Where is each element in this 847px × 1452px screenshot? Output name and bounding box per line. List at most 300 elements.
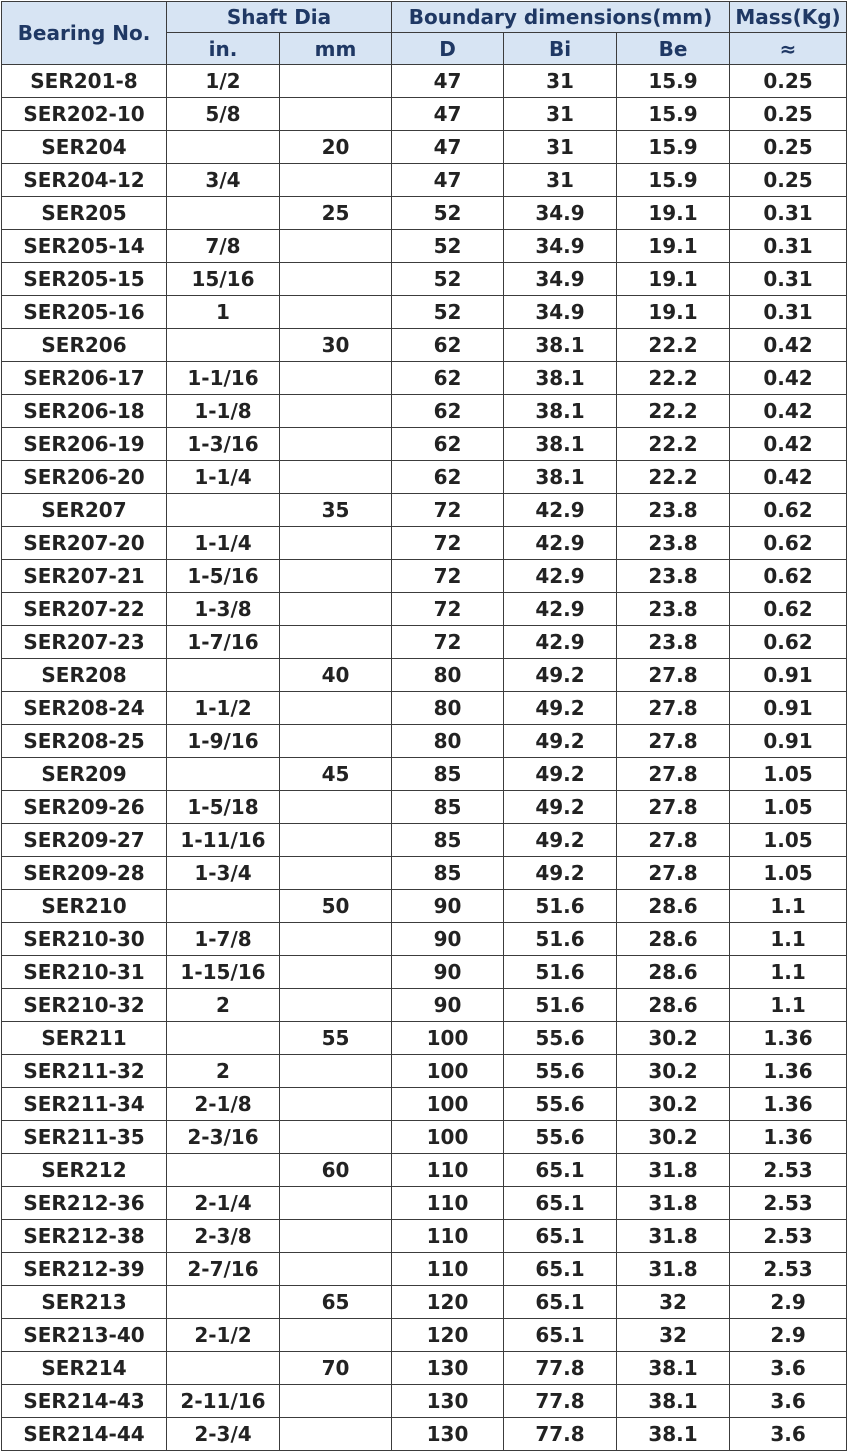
cell-mass: 0.62 bbox=[730, 626, 847, 659]
cell-bi: 65.1 bbox=[504, 1253, 617, 1286]
table-row bbox=[2, 890, 847, 923]
cell-shaft-mm bbox=[280, 1418, 392, 1451]
cell-d: 85 bbox=[392, 824, 504, 857]
cell-shaft-in bbox=[167, 659, 280, 692]
cell-be: 27.8 bbox=[617, 659, 730, 692]
cell-be: 15.9 bbox=[617, 65, 730, 98]
cell-d: 120 bbox=[392, 1286, 504, 1319]
cell-bearing-no: SER209 bbox=[2, 758, 167, 791]
cell-mass: 1.36 bbox=[730, 1055, 847, 1088]
cell-d: 62 bbox=[392, 329, 504, 362]
cell-be: 22.2 bbox=[617, 395, 730, 428]
cell-bi: 51.6 bbox=[504, 956, 617, 989]
table-header bbox=[2, 2, 847, 65]
cell-shaft-in: 2-11/16 bbox=[167, 1385, 280, 1418]
cell-be: 23.8 bbox=[617, 560, 730, 593]
cell-bi: 34.9 bbox=[504, 296, 617, 329]
cell-bi: 42.9 bbox=[504, 494, 617, 527]
bearing-spec-table bbox=[1, 1, 847, 1451]
cell-bearing-no: SER206 bbox=[2, 329, 167, 362]
cell-d: 52 bbox=[392, 263, 504, 296]
cell-shaft-in: 1-1/16 bbox=[167, 362, 280, 395]
cell-be: 27.8 bbox=[617, 692, 730, 725]
cell-bearing-no: SER205 bbox=[2, 197, 167, 230]
cell-d: 90 bbox=[392, 923, 504, 956]
cell-bi: 42.9 bbox=[504, 560, 617, 593]
cell-mass: 1.1 bbox=[730, 923, 847, 956]
table-row bbox=[2, 1154, 847, 1187]
cell-shaft-mm bbox=[280, 1220, 392, 1253]
cell-bi: 38.1 bbox=[504, 362, 617, 395]
cell-shaft-mm: 30 bbox=[280, 329, 392, 362]
cell-shaft-in: 15/16 bbox=[167, 263, 280, 296]
cell-shaft-mm bbox=[280, 527, 392, 560]
table-row bbox=[2, 791, 847, 824]
table-row bbox=[2, 197, 847, 230]
cell-shaft-in: 1-1/4 bbox=[167, 461, 280, 494]
cell-d: 47 bbox=[392, 65, 504, 98]
cell-be: 19.1 bbox=[617, 197, 730, 230]
cell-bearing-no: SER212-38 bbox=[2, 1220, 167, 1253]
cell-shaft-in bbox=[167, 1154, 280, 1187]
table-row bbox=[2, 758, 847, 791]
cell-d: 90 bbox=[392, 989, 504, 1022]
cell-be: 30.2 bbox=[617, 1055, 730, 1088]
cell-d: 85 bbox=[392, 791, 504, 824]
cell-mass: 1.1 bbox=[730, 890, 847, 923]
cell-be: 22.2 bbox=[617, 461, 730, 494]
cell-bearing-no: SER205-14 bbox=[2, 230, 167, 263]
table-row bbox=[2, 263, 847, 296]
cell-bearing-no: SER210-30 bbox=[2, 923, 167, 956]
cell-bi: 65.1 bbox=[504, 1319, 617, 1352]
cell-d: 52 bbox=[392, 197, 504, 230]
cell-shaft-in: 1-5/16 bbox=[167, 560, 280, 593]
cell-bearing-no: SER205-15 bbox=[2, 263, 167, 296]
cell-bi: 42.9 bbox=[504, 593, 617, 626]
cell-shaft-mm bbox=[280, 989, 392, 1022]
cell-bi: 34.9 bbox=[504, 197, 617, 230]
cell-mass: 1.05 bbox=[730, 857, 847, 890]
cell-bi: 55.6 bbox=[504, 1121, 617, 1154]
cell-d: 100 bbox=[392, 1121, 504, 1154]
cell-d: 52 bbox=[392, 230, 504, 263]
cell-shaft-in: 2-1/4 bbox=[167, 1187, 280, 1220]
cell-shaft-mm bbox=[280, 692, 392, 725]
cell-shaft-in bbox=[167, 329, 280, 362]
cell-shaft-mm bbox=[280, 923, 392, 956]
cell-shaft-in: 1-5/18 bbox=[167, 791, 280, 824]
cell-shaft-in: 1-7/16 bbox=[167, 626, 280, 659]
cell-mass: 0.25 bbox=[730, 164, 847, 197]
cell-bi: 34.9 bbox=[504, 230, 617, 263]
cell-bi: 49.2 bbox=[504, 758, 617, 791]
cell-shaft-in: 1-9/16 bbox=[167, 725, 280, 758]
cell-be: 23.8 bbox=[617, 494, 730, 527]
cell-shaft-mm bbox=[280, 1088, 392, 1121]
cell-bearing-no: SER202-10 bbox=[2, 98, 167, 131]
cell-d: 130 bbox=[392, 1352, 504, 1385]
cell-d: 72 bbox=[392, 560, 504, 593]
cell-bearing-no: SER214 bbox=[2, 1352, 167, 1385]
cell-shaft-mm bbox=[280, 1187, 392, 1220]
cell-bearing-no: SER207-22 bbox=[2, 593, 167, 626]
cell-be: 38.1 bbox=[617, 1418, 730, 1451]
cell-shaft-mm: 65 bbox=[280, 1286, 392, 1319]
cell-bearing-no: SER209-26 bbox=[2, 791, 167, 824]
cell-bi: 34.9 bbox=[504, 263, 617, 296]
cell-shaft-mm bbox=[280, 428, 392, 461]
cell-bi: 42.9 bbox=[504, 626, 617, 659]
cell-mass: 0.31 bbox=[730, 230, 847, 263]
cell-mass: 3.6 bbox=[730, 1418, 847, 1451]
cell-shaft-mm bbox=[280, 1385, 392, 1418]
table-row bbox=[2, 131, 847, 164]
cell-mass: 0.42 bbox=[730, 395, 847, 428]
cell-mass: 1.36 bbox=[730, 1088, 847, 1121]
cell-shaft-mm: 70 bbox=[280, 1352, 392, 1385]
cell-mass: 1.05 bbox=[730, 758, 847, 791]
cell-shaft-in: 2 bbox=[167, 989, 280, 1022]
cell-bearing-no: SER212-39 bbox=[2, 1253, 167, 1286]
cell-bi: 65.1 bbox=[504, 1154, 617, 1187]
header-be: Be bbox=[617, 33, 730, 65]
cell-mass: 2.9 bbox=[730, 1286, 847, 1319]
cell-shaft-mm bbox=[280, 362, 392, 395]
cell-shaft-in: 1-3/4 bbox=[167, 857, 280, 890]
cell-d: 100 bbox=[392, 1022, 504, 1055]
cell-d: 120 bbox=[392, 1319, 504, 1352]
cell-d: 110 bbox=[392, 1220, 504, 1253]
cell-bearing-no: SER213 bbox=[2, 1286, 167, 1319]
table-row bbox=[2, 296, 847, 329]
cell-be: 19.1 bbox=[617, 296, 730, 329]
cell-bearing-no: SER210 bbox=[2, 890, 167, 923]
cell-bearing-no: SER210-32 bbox=[2, 989, 167, 1022]
cell-mass: 1.36 bbox=[730, 1022, 847, 1055]
cell-d: 62 bbox=[392, 395, 504, 428]
cell-bi: 31 bbox=[504, 98, 617, 131]
cell-bearing-no: SER208-24 bbox=[2, 692, 167, 725]
cell-shaft-mm bbox=[280, 824, 392, 857]
cell-shaft-in: 2 bbox=[167, 1055, 280, 1088]
cell-bearing-no: SER211-34 bbox=[2, 1088, 167, 1121]
cell-shaft-mm: 25 bbox=[280, 197, 392, 230]
cell-shaft-in: 1-7/8 bbox=[167, 923, 280, 956]
table-row bbox=[2, 362, 847, 395]
table-row bbox=[2, 956, 847, 989]
cell-shaft-in: 3/4 bbox=[167, 164, 280, 197]
table-row bbox=[2, 593, 847, 626]
table-row bbox=[2, 1022, 847, 1055]
cell-shaft-mm bbox=[280, 164, 392, 197]
cell-shaft-in: 1 bbox=[167, 296, 280, 329]
cell-bearing-no: SER204-12 bbox=[2, 164, 167, 197]
cell-bearing-no: SER206-19 bbox=[2, 428, 167, 461]
cell-bearing-no: SER207-21 bbox=[2, 560, 167, 593]
cell-bi: 49.2 bbox=[504, 791, 617, 824]
cell-d: 130 bbox=[392, 1418, 504, 1451]
cell-shaft-in bbox=[167, 890, 280, 923]
cell-be: 38.1 bbox=[617, 1385, 730, 1418]
cell-be: 22.2 bbox=[617, 428, 730, 461]
cell-d: 130 bbox=[392, 1385, 504, 1418]
cell-be: 31.8 bbox=[617, 1253, 730, 1286]
table-row bbox=[2, 626, 847, 659]
cell-shaft-in: 1-1/8 bbox=[167, 395, 280, 428]
table-row bbox=[2, 230, 847, 263]
cell-shaft-mm: 55 bbox=[280, 1022, 392, 1055]
cell-shaft-in bbox=[167, 1022, 280, 1055]
table-row bbox=[2, 857, 847, 890]
cell-bi: 77.8 bbox=[504, 1385, 617, 1418]
cell-bearing-no: SER208-25 bbox=[2, 725, 167, 758]
header-mm: mm bbox=[280, 33, 392, 65]
cell-bearing-no: SER211-35 bbox=[2, 1121, 167, 1154]
cell-shaft-mm bbox=[280, 65, 392, 98]
table-row bbox=[2, 428, 847, 461]
table-row bbox=[2, 65, 847, 98]
cell-bearing-no: SER207 bbox=[2, 494, 167, 527]
cell-mass: 1.05 bbox=[730, 791, 847, 824]
table-row bbox=[2, 692, 847, 725]
header-shaft-dia: Shaft Dia bbox=[167, 2, 392, 33]
cell-be: 30.2 bbox=[617, 1088, 730, 1121]
cell-mass: 0.62 bbox=[730, 494, 847, 527]
cell-bearing-no: SER206-20 bbox=[2, 461, 167, 494]
cell-bi: 65.1 bbox=[504, 1286, 617, 1319]
cell-bi: 51.6 bbox=[504, 989, 617, 1022]
cell-shaft-mm: 35 bbox=[280, 494, 392, 527]
cell-bi: 49.2 bbox=[504, 692, 617, 725]
cell-be: 27.8 bbox=[617, 791, 730, 824]
cell-shaft-mm bbox=[280, 296, 392, 329]
table-row bbox=[2, 1286, 847, 1319]
cell-bi: 38.1 bbox=[504, 461, 617, 494]
table-row bbox=[2, 1253, 847, 1286]
cell-mass: 2.53 bbox=[730, 1220, 847, 1253]
cell-be: 22.2 bbox=[617, 329, 730, 362]
table-row bbox=[2, 1385, 847, 1418]
cell-mass: 2.53 bbox=[730, 1154, 847, 1187]
header-approx: ≈ bbox=[730, 33, 847, 65]
cell-bi: 31 bbox=[504, 65, 617, 98]
cell-shaft-in: 2-3/16 bbox=[167, 1121, 280, 1154]
cell-mass: 0.25 bbox=[730, 98, 847, 131]
cell-shaft-in bbox=[167, 1352, 280, 1385]
table-row bbox=[2, 824, 847, 857]
cell-be: 27.8 bbox=[617, 857, 730, 890]
cell-bi: 38.1 bbox=[504, 329, 617, 362]
cell-bi: 49.2 bbox=[504, 824, 617, 857]
header-mass: Mass(Kg) bbox=[730, 2, 847, 33]
cell-mass: 3.6 bbox=[730, 1385, 847, 1418]
table-row bbox=[2, 725, 847, 758]
cell-mass: 0.31 bbox=[730, 197, 847, 230]
table-row bbox=[2, 1319, 847, 1352]
cell-mass: 1.36 bbox=[730, 1121, 847, 1154]
cell-d: 80 bbox=[392, 725, 504, 758]
cell-mass: 0.25 bbox=[730, 131, 847, 164]
cell-mass: 0.25 bbox=[730, 65, 847, 98]
cell-shaft-in: 2-3/4 bbox=[167, 1418, 280, 1451]
cell-bi: 49.2 bbox=[504, 725, 617, 758]
cell-mass: 0.62 bbox=[730, 560, 847, 593]
cell-shaft-mm bbox=[280, 791, 392, 824]
cell-be: 38.1 bbox=[617, 1352, 730, 1385]
cell-mass: 3.6 bbox=[730, 1352, 847, 1385]
cell-mass: 2.53 bbox=[730, 1187, 847, 1220]
cell-shaft-mm: 45 bbox=[280, 758, 392, 791]
cell-bi: 31 bbox=[504, 131, 617, 164]
cell-d: 110 bbox=[392, 1253, 504, 1286]
cell-mass: 1.1 bbox=[730, 956, 847, 989]
cell-be: 30.2 bbox=[617, 1022, 730, 1055]
cell-bearing-no: SER212-36 bbox=[2, 1187, 167, 1220]
cell-bearing-no: SER201-8 bbox=[2, 65, 167, 98]
cell-bearing-no: SER214-44 bbox=[2, 1418, 167, 1451]
cell-bi: 49.2 bbox=[504, 857, 617, 890]
cell-bearing-no: SER213-40 bbox=[2, 1319, 167, 1352]
cell-shaft-in: 1-3/16 bbox=[167, 428, 280, 461]
table-row bbox=[2, 1352, 847, 1385]
cell-shaft-mm bbox=[280, 560, 392, 593]
cell-be: 32 bbox=[617, 1319, 730, 1352]
cell-shaft-in: 1/2 bbox=[167, 65, 280, 98]
cell-mass: 0.91 bbox=[730, 692, 847, 725]
cell-shaft-in: 2-7/16 bbox=[167, 1253, 280, 1286]
cell-d: 62 bbox=[392, 362, 504, 395]
header-bearing-no: Bearing No. bbox=[2, 2, 167, 65]
cell-bi: 38.1 bbox=[504, 395, 617, 428]
cell-shaft-mm bbox=[280, 593, 392, 626]
cell-be: 22.2 bbox=[617, 362, 730, 395]
cell-d: 47 bbox=[392, 164, 504, 197]
cell-d: 72 bbox=[392, 593, 504, 626]
cell-be: 31.8 bbox=[617, 1187, 730, 1220]
cell-shaft-mm bbox=[280, 1055, 392, 1088]
cell-shaft-in: 2-3/8 bbox=[167, 1220, 280, 1253]
cell-shaft-in bbox=[167, 197, 280, 230]
cell-be: 30.2 bbox=[617, 1121, 730, 1154]
cell-be: 23.8 bbox=[617, 527, 730, 560]
cell-be: 15.9 bbox=[617, 98, 730, 131]
cell-be: 19.1 bbox=[617, 263, 730, 296]
cell-shaft-mm bbox=[280, 725, 392, 758]
cell-shaft-mm: 20 bbox=[280, 131, 392, 164]
cell-shaft-in: 1-1/4 bbox=[167, 527, 280, 560]
header-bi: Bi bbox=[504, 33, 617, 65]
cell-bi: 38.1 bbox=[504, 428, 617, 461]
cell-bearing-no: SER206-18 bbox=[2, 395, 167, 428]
table-row bbox=[2, 1418, 847, 1451]
cell-bearing-no: SER207-20 bbox=[2, 527, 167, 560]
cell-bi: 55.6 bbox=[504, 1022, 617, 1055]
table-row bbox=[2, 1220, 847, 1253]
cell-shaft-mm bbox=[280, 956, 392, 989]
cell-bi: 51.6 bbox=[504, 923, 617, 956]
cell-d: 110 bbox=[392, 1187, 504, 1220]
cell-shaft-in bbox=[167, 131, 280, 164]
cell-d: 72 bbox=[392, 527, 504, 560]
cell-be: 27.8 bbox=[617, 824, 730, 857]
cell-shaft-mm bbox=[280, 626, 392, 659]
table-body bbox=[2, 65, 847, 1451]
cell-bi: 77.8 bbox=[504, 1418, 617, 1451]
cell-shaft-in: 1-15/16 bbox=[167, 956, 280, 989]
cell-d: 52 bbox=[392, 296, 504, 329]
cell-shaft-in: 7/8 bbox=[167, 230, 280, 263]
cell-be: 28.6 bbox=[617, 923, 730, 956]
cell-shaft-mm: 40 bbox=[280, 659, 392, 692]
table-row bbox=[2, 329, 847, 362]
cell-mass: 0.62 bbox=[730, 593, 847, 626]
cell-mass: 2.53 bbox=[730, 1253, 847, 1286]
cell-shaft-in: 1-11/16 bbox=[167, 824, 280, 857]
cell-bi: 55.6 bbox=[504, 1088, 617, 1121]
cell-be: 23.8 bbox=[617, 593, 730, 626]
cell-d: 100 bbox=[392, 1088, 504, 1121]
cell-be: 15.9 bbox=[617, 164, 730, 197]
cell-be: 27.8 bbox=[617, 725, 730, 758]
cell-bi: 55.6 bbox=[504, 1055, 617, 1088]
cell-mass: 0.42 bbox=[730, 428, 847, 461]
cell-shaft-in: 2-1/2 bbox=[167, 1319, 280, 1352]
cell-d: 47 bbox=[392, 131, 504, 164]
cell-d: 47 bbox=[392, 98, 504, 131]
cell-bearing-no: SER214-43 bbox=[2, 1385, 167, 1418]
cell-be: 19.1 bbox=[617, 230, 730, 263]
cell-bi: 49.2 bbox=[504, 659, 617, 692]
cell-shaft-mm bbox=[280, 98, 392, 131]
cell-mass: 0.42 bbox=[730, 461, 847, 494]
cell-bearing-no: SER211-32 bbox=[2, 1055, 167, 1088]
cell-be: 31.8 bbox=[617, 1220, 730, 1253]
cell-mass: 2.9 bbox=[730, 1319, 847, 1352]
cell-bi: 51.6 bbox=[504, 890, 617, 923]
cell-d: 100 bbox=[392, 1055, 504, 1088]
cell-shaft-mm bbox=[280, 857, 392, 890]
cell-bi: 31 bbox=[504, 164, 617, 197]
cell-shaft-mm bbox=[280, 1121, 392, 1154]
cell-bi: 42.9 bbox=[504, 527, 617, 560]
cell-bi: 77.8 bbox=[504, 1352, 617, 1385]
cell-d: 72 bbox=[392, 494, 504, 527]
cell-d: 85 bbox=[392, 857, 504, 890]
cell-mass: 0.42 bbox=[730, 329, 847, 362]
table-row bbox=[2, 989, 847, 1022]
cell-shaft-mm bbox=[280, 395, 392, 428]
cell-bearing-no: SER207-23 bbox=[2, 626, 167, 659]
table-row bbox=[2, 659, 847, 692]
cell-shaft-in bbox=[167, 1286, 280, 1319]
cell-shaft-mm: 50 bbox=[280, 890, 392, 923]
cell-mass: 0.62 bbox=[730, 527, 847, 560]
table-row bbox=[2, 527, 847, 560]
table-row bbox=[2, 1055, 847, 1088]
table-row bbox=[2, 494, 847, 527]
cell-d: 110 bbox=[392, 1154, 504, 1187]
cell-be: 31.8 bbox=[617, 1154, 730, 1187]
cell-shaft-mm: 60 bbox=[280, 1154, 392, 1187]
table-row bbox=[2, 98, 847, 131]
cell-be: 15.9 bbox=[617, 131, 730, 164]
cell-mass: 0.31 bbox=[730, 263, 847, 296]
cell-d: 62 bbox=[392, 461, 504, 494]
cell-be: 32 bbox=[617, 1286, 730, 1319]
cell-be: 28.6 bbox=[617, 956, 730, 989]
cell-shaft-mm bbox=[280, 461, 392, 494]
